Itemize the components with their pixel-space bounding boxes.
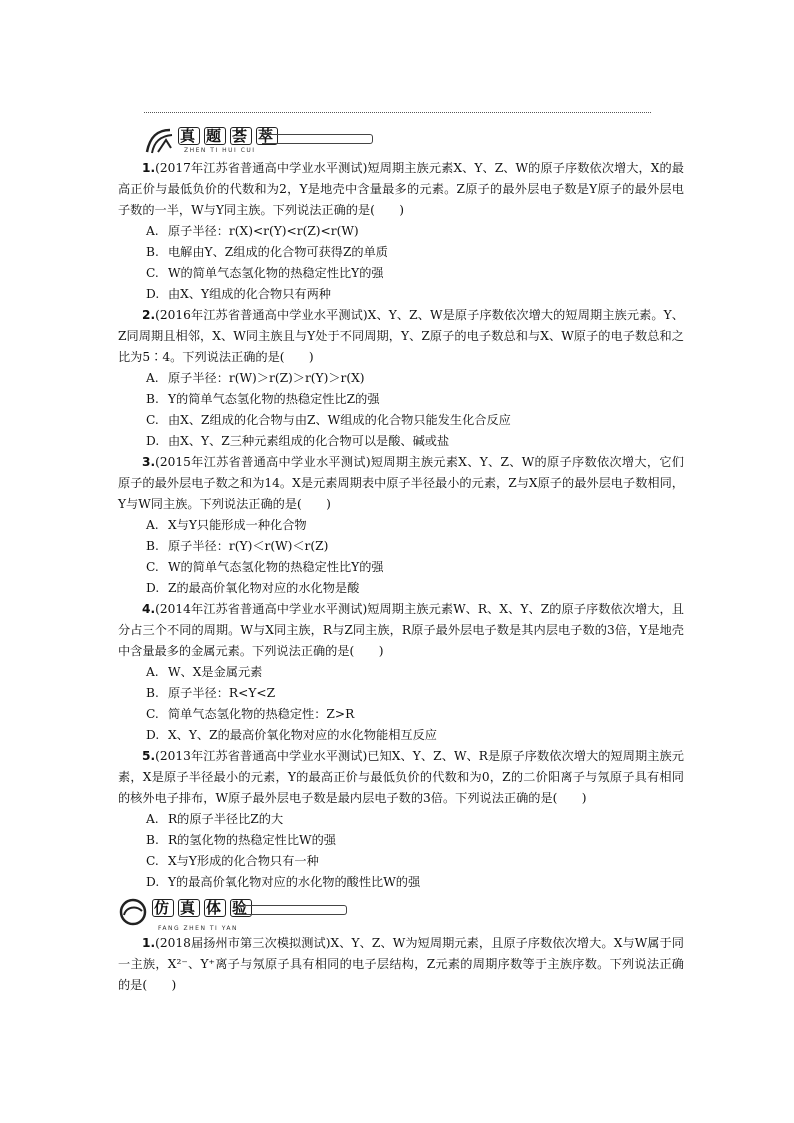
option-label: C. [146, 707, 159, 721]
question-sim-1 [118, 933, 684, 996]
title-char: 体 [206, 899, 225, 917]
question-text: (2015年江苏省普通高中学业水平测试)短周期主族元素X、Y、Z、W的原子序数依次增大，它们原子的最外层电子数之和为14。X是元素周期表中原子半径最小的元素，Z与X原子的最外层电子数相同，Y与W同主族。下列说法正确的是( ) [118, 455, 684, 511]
option-text: 由X、Y、Z三种元素组成的化合物可以是酸、碱或盐 [168, 434, 450, 448]
question-text: (2014年江苏省普通高中学业水平测试)短周期主族元素W、R、X、Y、Z的原子序数依次增大，且分占三个不同的周期。W与X同主族，R与Z同主族，R原子最外层电子数是其内层电子数的3倍，Y是地壳中含量最多的金属元素。下列说法正确的是( ) [118, 602, 684, 658]
option-text: X与Y只能形成一种化合物 [168, 518, 307, 532]
option-label: C. [146, 413, 159, 427]
option-label: A. [146, 665, 159, 679]
question-1 [118, 158, 684, 221]
option-text: W的简单气态氢化物的热稳定性比Y的强 [168, 266, 384, 280]
option-label: B. [146, 833, 159, 847]
title-char: 真 [180, 127, 199, 145]
option-text: W的简单气态氢化物的热稳定性比Y的强 [168, 560, 384, 574]
section-pinyin: FANG ZHEN TI YAN [158, 925, 238, 932]
option-label: C. [146, 854, 159, 868]
option-d [118, 725, 684, 746]
option-text: R的氢化物的热稳定性比W的强 [168, 833, 336, 847]
question-number: 1. [142, 936, 156, 950]
option-label: C. [146, 266, 159, 280]
option-b [118, 389, 684, 410]
option-label: B. [146, 686, 159, 700]
title-char: 题 [206, 127, 225, 145]
option-label: C. [146, 560, 159, 574]
option-text: 电解由Y、Z组成的化合物可获得Z的单质 [168, 245, 388, 259]
option-b [118, 536, 684, 557]
option-label: B. [146, 392, 159, 406]
option-a [118, 515, 684, 536]
option-d [118, 431, 684, 452]
option-d [118, 578, 684, 599]
option-c [118, 263, 684, 284]
option-text: 原子半径：r(X)<r(Y)<r(Z)<r(W) [168, 224, 359, 238]
option-c [118, 851, 684, 872]
question-text: (2018届扬州市第三次模拟测试)X、Y、Z、W为短周期元素，且原子序数依次增大。X与W属于同一主族，X²⁻、Y⁺离子与氖原子具有相同的电子层结构，Z元素的周期序数等于主族序数。下列说法正确的是( ) [118, 936, 684, 992]
option-text: 由X、Z组成的化合物与由Z、W组成的化合物只能发生化合反应 [168, 413, 511, 427]
option-c [118, 704, 684, 725]
section-pinyin: ZHEN TI HUI CUI [184, 147, 256, 154]
option-text: Y的最高价氧化物对应的水化物的酸性比W的强 [168, 875, 421, 889]
option-text: 原子半径：r(W)＞r(Z)＞r(Y)＞r(X) [168, 371, 365, 385]
option-a [118, 368, 684, 389]
option-b [118, 242, 684, 263]
section-banner-fangzhen [118, 897, 684, 931]
top-dotted-rule [144, 112, 651, 113]
question-number: 5. [142, 749, 156, 763]
question-number: 3. [142, 455, 156, 469]
book-logo-icon [144, 126, 176, 156]
option-b [118, 830, 684, 851]
option-text: W、X是金属元素 [168, 665, 263, 679]
option-label: D. [146, 581, 160, 595]
option-d [118, 284, 684, 305]
option-label: A. [146, 812, 159, 826]
title-char: 验 [232, 899, 251, 917]
option-text: R的原子半径比Z的大 [168, 812, 284, 826]
question-4 [118, 599, 684, 662]
option-label: D. [146, 875, 160, 889]
option-c [118, 557, 684, 578]
question-text: (2017年江苏省普通高中学业水平测试)短周期主族元素X、Y、Z、W的原子序数依次增大，X的最高正价与最低负价的代数和为2，Y是地壳中含量最多的元素。Z原子的最外层电子数是Y原子的最外层电子数的一半，W与Y同主族。下列说法正确的是( ) [118, 161, 684, 217]
section-banner-zhenti [144, 126, 374, 160]
option-label: A. [146, 518, 159, 532]
option-label: A. [146, 371, 159, 385]
option-label: D. [146, 434, 160, 448]
question-list [118, 158, 684, 996]
title-char: 萃 [258, 127, 277, 145]
option-text: 简单气态氢化物的热稳定性：Z>R [168, 707, 355, 721]
title-char: 真 [180, 899, 199, 917]
title-char: 荟 [232, 127, 251, 145]
option-a [118, 221, 684, 242]
option-text: Y的简单气态氢化物的热稳定性比Z的强 [168, 392, 380, 406]
question-text: (2016年江苏省普通高中学业水平测试)X、Y、Z、W是原子序数依次增大的短周期主族元素。Y、Z同周期且相邻，X、W同主族且与Y处于不同周期，Y、Z原子的电子数总和与X、W原子的电子数总和之比为5∶4。下列说法正确的是( ) [118, 308, 684, 364]
banner-rule [236, 905, 347, 915]
banner-rule [262, 134, 373, 144]
option-label: B. [146, 539, 159, 553]
question-number: 4. [142, 602, 156, 616]
option-a [118, 809, 684, 830]
option-text: 原子半径：r(Y)＜r(W)＜r(Z) [168, 539, 329, 553]
question-number: 2. [142, 308, 156, 322]
option-label: A. [146, 224, 159, 238]
option-label: D. [146, 287, 160, 301]
option-text: 由X、Y组成的化合物只有两种 [168, 287, 331, 301]
option-label: B. [146, 245, 159, 259]
option-d [118, 872, 684, 893]
question-number: 1. [142, 161, 156, 175]
swirl-logo-icon [118, 897, 150, 927]
question-5 [118, 746, 684, 809]
question-text: (2013年江苏省普通高中学业水平测试)已知X、Y、Z、W、R是原子序数依次增大的短周期主族元素，X是原子半径最小的元素，Y的最高正价与最低负价的代数和为0，Z的二价阳离子与氖原子具有相同的核外电子排布，W原子最外层电子数是最内层电子数的3倍。下列说法正确的是( ) [118, 749, 684, 805]
option-text: 原子半径：R<Y<Z [168, 686, 276, 700]
option-text: Z的最高价氧化物对应的水化物是酸 [168, 581, 360, 595]
title-char: 仿 [154, 899, 173, 917]
question-3 [118, 452, 684, 515]
option-a [118, 662, 684, 683]
option-b [118, 683, 684, 704]
question-2 [118, 305, 684, 368]
option-c [118, 410, 684, 431]
option-text: X、Y、Z的最高价氧化物对应的水化物能相互反应 [168, 728, 437, 742]
option-text: X与Y形成的化合物只有一种 [168, 854, 319, 868]
option-label: D. [146, 728, 160, 742]
